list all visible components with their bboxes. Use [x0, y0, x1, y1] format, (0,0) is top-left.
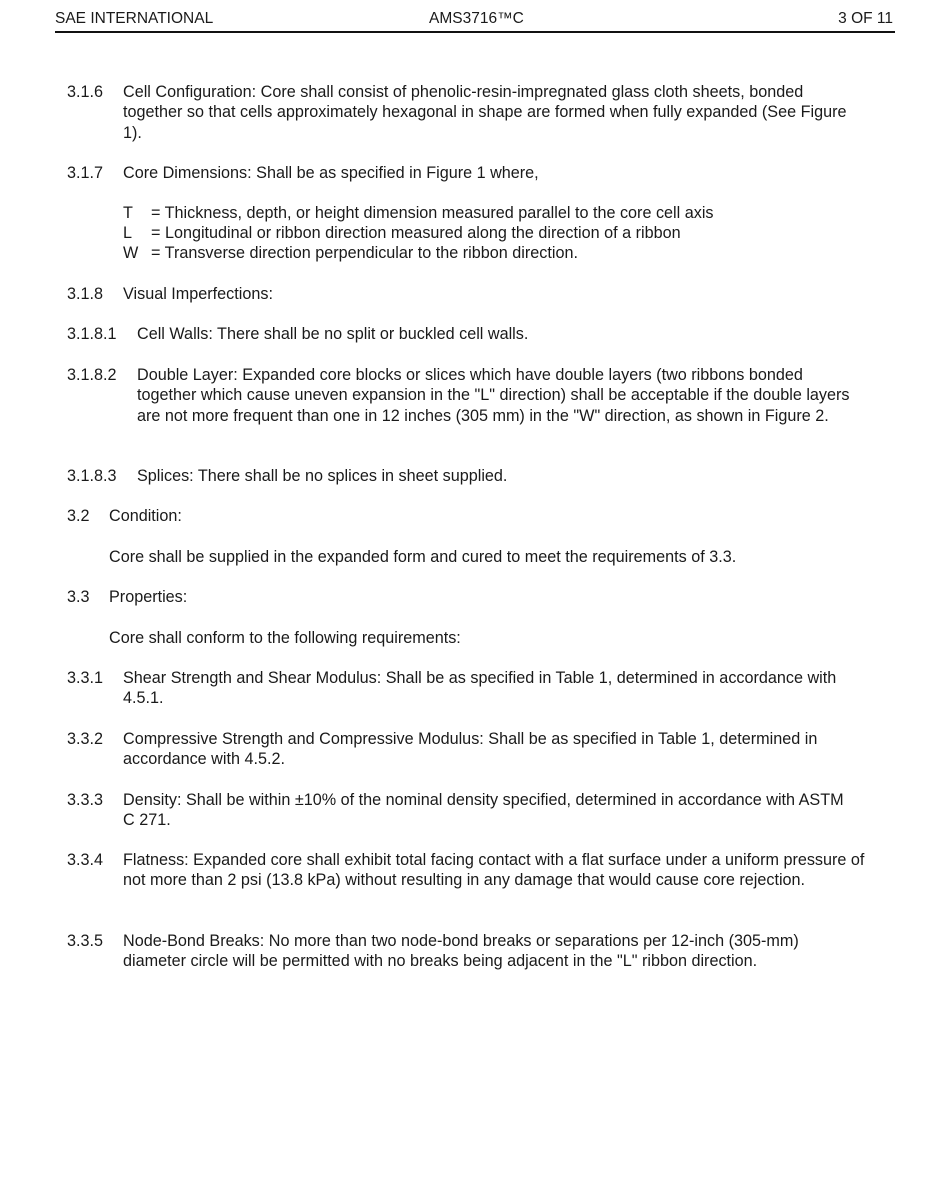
- section-number: 3.1.7: [67, 164, 104, 182]
- section-text: Flatness: Expanded core shall exhibit total facing contact with a flat surface under a uniform pressure of not more than 2 psi (13.8 kPa) without resulting in any damage that would cause core rejection.: [123, 851, 865, 890]
- section-3-3-5: [67, 931, 857, 972]
- section-number: 3.2: [67, 507, 90, 525]
- section-3-2-body: [109, 547, 857, 567]
- section-number: 3.3.5: [67, 932, 104, 950]
- section-text: Shear Strength and Shear Modulus: Shall be as specified in Table 1, determined in accordance with 4.5.1.: [123, 669, 837, 708]
- section-3-1-8-3: [67, 466, 857, 486]
- section-text: Cell Configuration: Core shall consist of phenolic-resin-impregnated glass cloth sheets, bonded together so that cells approximately hexagonal in shape are formed when fully expanded (See Figure 1).: [123, 83, 847, 142]
- section-number: 3.1.8.2: [67, 366, 117, 384]
- definition-symbol: T: [123, 204, 133, 222]
- header-document-id: AMS3716™C: [429, 10, 524, 27]
- section-3-1-8-2: [67, 365, 857, 426]
- section-heading: Condition:: [109, 507, 182, 525]
- section-text: Cell Walls: There shall be no split or buckled cell walls.: [137, 325, 529, 343]
- section-3-2: [67, 506, 857, 526]
- section-body: Core shall conform to the following requirements:: [109, 629, 461, 647]
- definition-description: = Longitudinal or ribbon direction measured along the direction of a ribbon: [151, 224, 681, 242]
- section-number: 3.3.2: [67, 730, 104, 748]
- section-3-1-7: [67, 163, 857, 183]
- definition-symbol: W: [123, 244, 139, 262]
- section-number: 3.1.6: [67, 83, 104, 101]
- section-3-1-8-1: [67, 324, 857, 344]
- page-header: [55, 9, 895, 33]
- section-number: 3.1.8.1: [67, 325, 117, 343]
- section-3-1-6: [67, 82, 857, 143]
- section-text: Double Layer: Expanded core blocks or slices which have double layers (two ribbons bonded together which cause uneven expansion in the "L" direction) shall be acceptable if the double layers are not more frequent than one in 12 inches (305 mm) in the "W" direction, as shown in Figure 2.: [137, 366, 850, 425]
- section-number: 3.3.1: [67, 669, 104, 687]
- section-3-3-3: [67, 790, 857, 831]
- section-number: 3.3.3: [67, 791, 104, 809]
- section-text: Splices: There shall be no splices in sheet supplied.: [137, 467, 508, 485]
- section-text: Density: Shall be within ±10% of the nominal density specified, determined in accordance with ASTM C 271.: [123, 791, 844, 830]
- section-text: Compressive Strength and Compressive Modulus: Shall be as specified in Table 1, determined in accordance with 4.5.2.: [123, 730, 818, 769]
- section-3-3-body: [109, 628, 857, 648]
- section-body: Core shall be supplied in the expanded form and cured to meet the requirements of 3.3.: [109, 548, 737, 566]
- section-text: Core Dimensions: Shall be as specified in Figure 1 where,: [123, 164, 539, 182]
- definition-description: = Thickness, depth, or height dimension measured parallel to the core cell axis: [151, 204, 714, 222]
- section-number: 3.3: [67, 588, 90, 606]
- section-text: Visual Imperfections:: [123, 285, 273, 303]
- section-number: 3.1.8: [67, 285, 104, 303]
- section-3-3-1: [67, 668, 857, 709]
- header-page-number: 3 OF 11: [838, 10, 893, 27]
- definition-symbol: L: [123, 224, 133, 242]
- section-3-3-4: [67, 850, 867, 891]
- section-heading: Properties:: [109, 588, 188, 606]
- section-3-3: [67, 587, 857, 607]
- section-number: 3.1.8.3: [67, 467, 117, 485]
- section-number: 3.3.4: [67, 851, 104, 869]
- section-3-1-8: [67, 284, 857, 304]
- section-text: Node-Bond Breaks: No more than two node-bond breaks or separations per 12-inch (305-mm) diameter circle will be permitted with no breaks being adjacent in the "L" ribbon direction.: [123, 932, 799, 971]
- header-organization: SAE INTERNATIONAL: [55, 10, 214, 27]
- section-3-3-2: [67, 729, 867, 770]
- definition-description: = Transverse direction perpendicular to the ribbon direction.: [151, 244, 578, 262]
